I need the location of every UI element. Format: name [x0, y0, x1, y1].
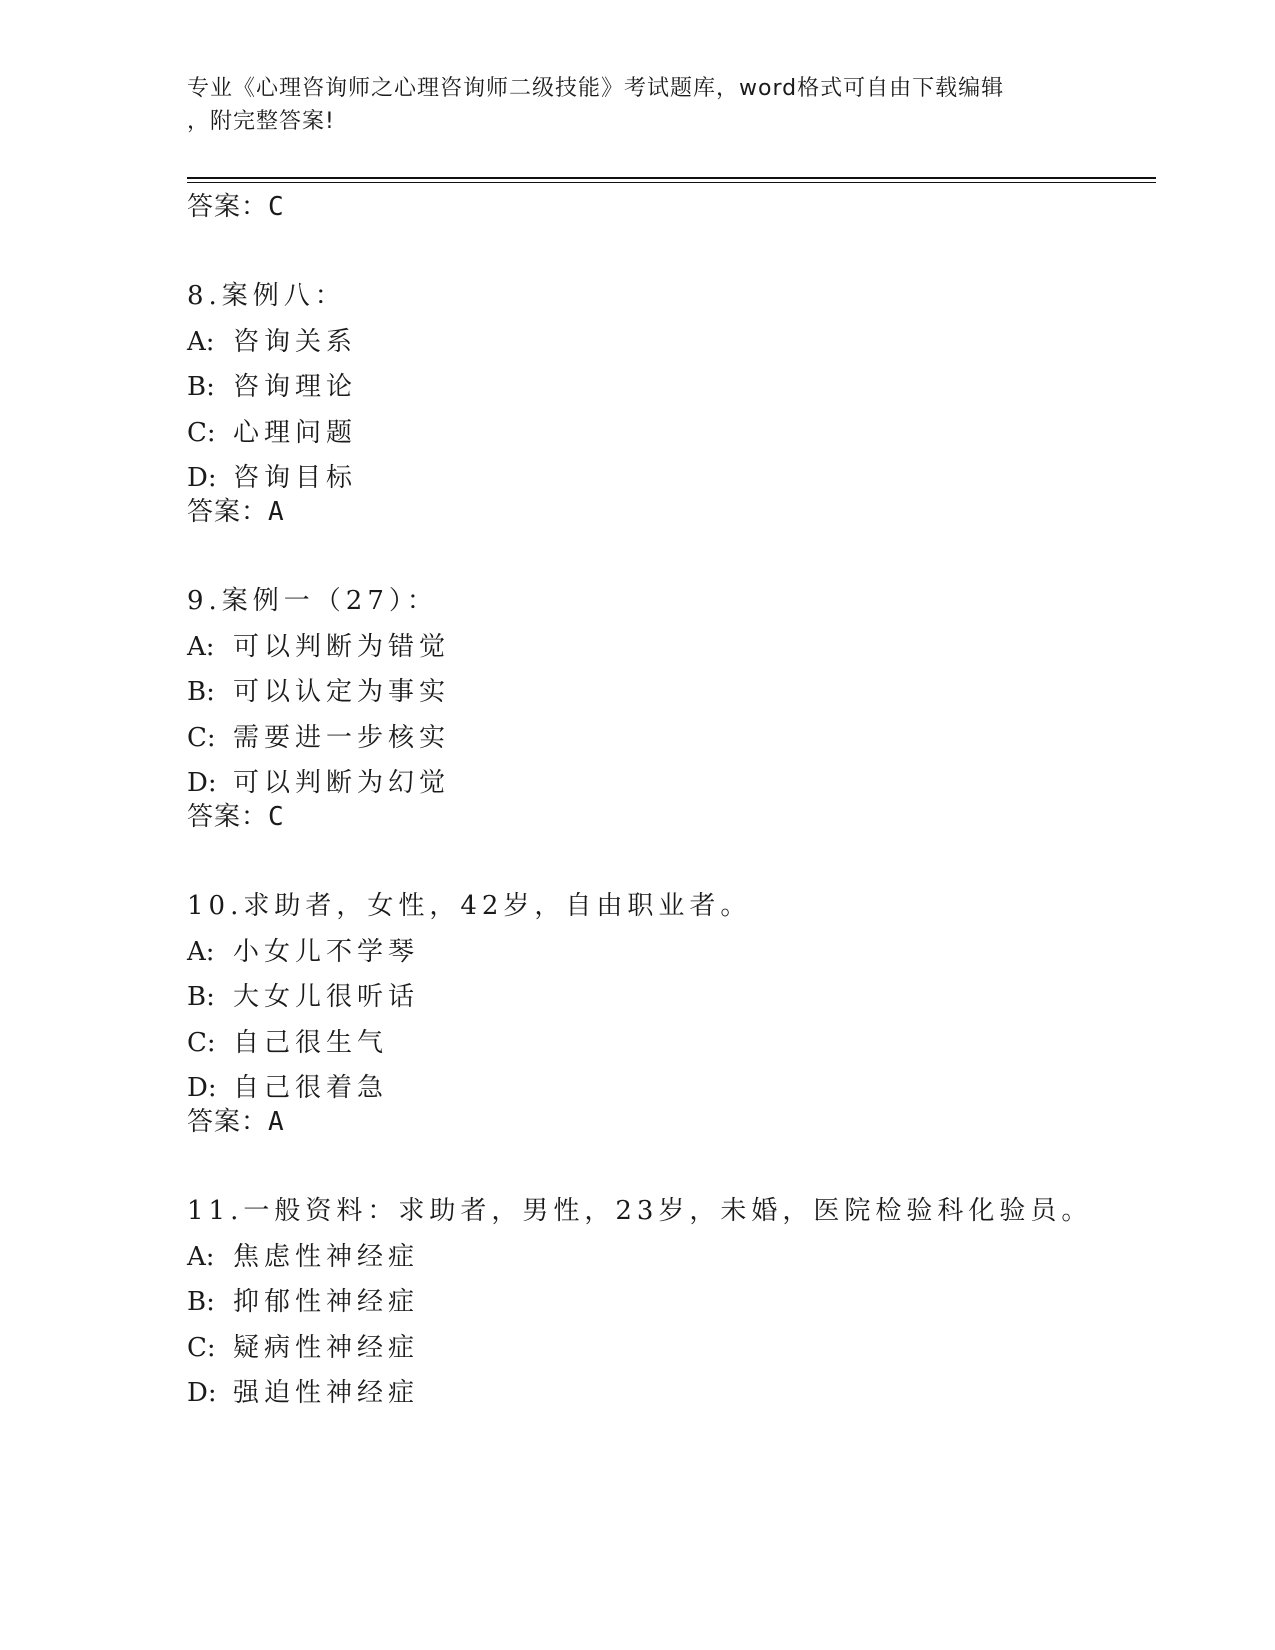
document-header: [187, 72, 1087, 138]
option-b: [187, 365, 1187, 411]
option-key: C:: [187, 722, 216, 753]
option-text: 疑病性神经症: [233, 1332, 420, 1363]
option-text: 抑郁性神经症: [233, 1287, 420, 1317]
option-text: 强迫性神经症: [233, 1378, 420, 1408]
option-b: [187, 1280, 1187, 1326]
option-a: [187, 1235, 1187, 1281]
question-stem: 8.案例八：: [187, 281, 346, 311]
option-c: [187, 1021, 1187, 1067]
option-key: B:: [187, 1287, 215, 1317]
option-text: 可以认定为事实: [233, 677, 451, 707]
header-divider-thin: [187, 182, 1156, 183]
option-a: [187, 320, 1187, 366]
answer-value: A: [268, 1107, 285, 1137]
option-a: [187, 930, 1187, 976]
option-text: 需要进一步核实: [233, 722, 451, 753]
answer-value: C: [268, 802, 285, 832]
option-key: D:: [187, 1073, 217, 1103]
answer-label: 答案：: [187, 497, 269, 527]
answer-value: C: [268, 192, 285, 222]
question-block: [187, 1189, 1187, 1417]
option-text: 可以判断为幻觉: [233, 768, 451, 798]
answer-label: 答案：: [187, 802, 269, 832]
answer-value: A: [268, 497, 285, 527]
option-key: B:: [187, 677, 215, 707]
option-key: C:: [187, 1027, 216, 1058]
option-text: 咨询目标: [233, 463, 358, 493]
answer-line: [187, 1101, 285, 1138]
question-stem: 11.一般资料：求助者，男性，23岁，未婚，医院检验科化验员。: [187, 1196, 1093, 1226]
header-line-2: ，附完整答案!: [187, 109, 335, 134]
option-d: [187, 456, 1187, 502]
option-key: C:: [187, 417, 216, 448]
option-a: [187, 625, 1187, 671]
option-b: [187, 975, 1187, 1021]
option-b: [187, 670, 1187, 716]
option-c: [187, 716, 1187, 762]
answer-label: 答案：: [187, 1107, 269, 1137]
option-key: D:: [187, 1378, 217, 1408]
question-block: [187, 274, 1187, 502]
header-divider-thick: [187, 177, 1156, 179]
answer-line: [187, 186, 285, 223]
option-key: A:: [187, 936, 215, 967]
answer-line: [187, 491, 285, 528]
question-block: [187, 884, 1187, 1112]
option-text: 大女儿很听话: [233, 982, 420, 1012]
option-text: 咨询关系: [233, 326, 358, 357]
question-stem: 9.案例一（27）：: [187, 586, 438, 616]
option-text: 自己很着急: [233, 1073, 389, 1103]
answer-line: [187, 796, 285, 833]
option-key: C:: [187, 1332, 216, 1363]
option-key: B:: [187, 982, 215, 1012]
option-key: D:: [187, 768, 217, 798]
option-text: 可以判断为错觉: [233, 631, 451, 662]
option-key: B:: [187, 372, 215, 402]
option-key: A:: [187, 631, 215, 662]
option-d: [187, 761, 1187, 807]
option-c: [187, 411, 1187, 457]
header-line-1: 专业《心理咨询师之心理咨询师二级技能》考试题库，word格式可自由下载编辑: [187, 76, 1005, 101]
question-block: [187, 579, 1187, 807]
option-d: [187, 1371, 1187, 1417]
option-text: 焦虑性神经症: [233, 1241, 420, 1272]
answer-label: 答案：: [187, 192, 269, 222]
option-key: A:: [187, 1241, 215, 1272]
question-stem: 10.求助者，女性，42岁，自由职业者。: [187, 891, 752, 921]
option-text: 心理问题: [233, 417, 358, 448]
option-text: 小女儿不学琴: [233, 936, 420, 967]
option-text: 咨询理论: [233, 372, 358, 402]
option-key: D:: [187, 463, 217, 493]
option-d: [187, 1066, 1187, 1112]
option-c: [187, 1326, 1187, 1372]
option-key: A:: [187, 326, 215, 357]
option-text: 自己很生气: [233, 1027, 389, 1058]
